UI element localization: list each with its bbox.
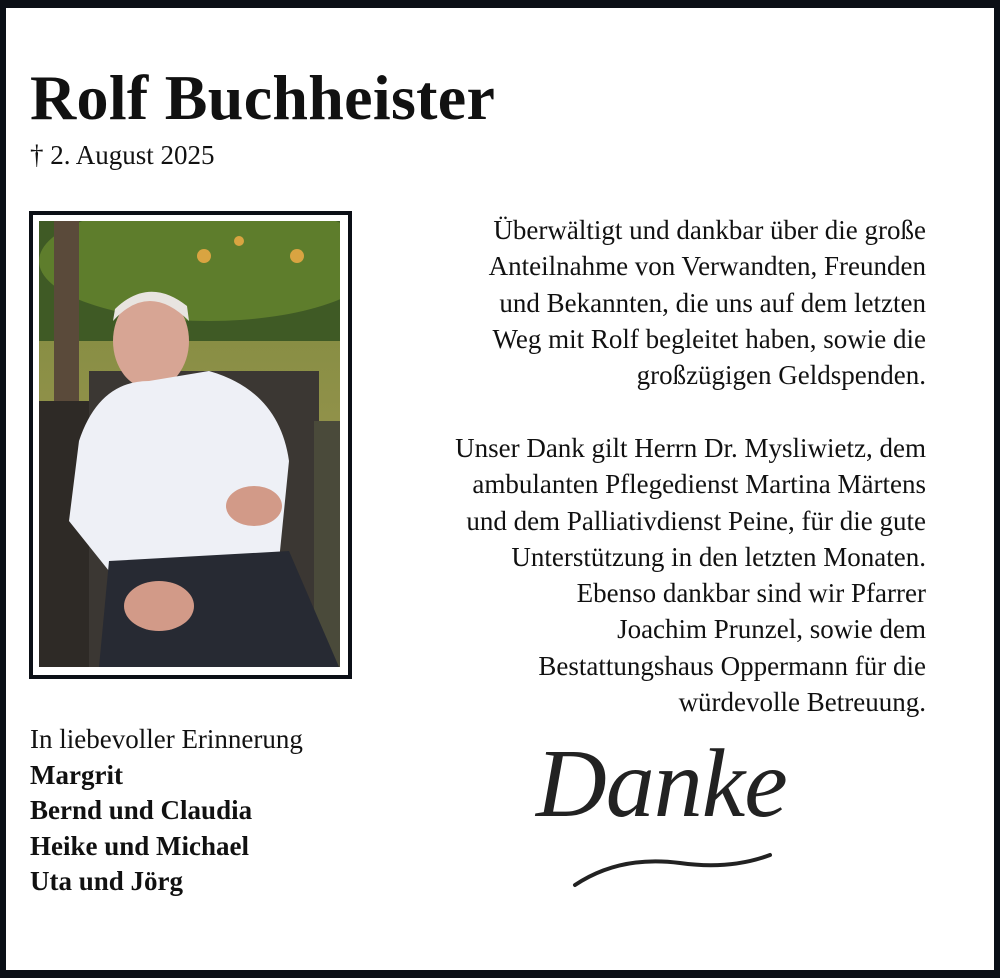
text-line: würdevolle Betreuung. xyxy=(678,687,926,718)
portrait-frame xyxy=(29,211,352,679)
signer-name: Margrit xyxy=(30,759,123,790)
signer-name: Uta und Jörg xyxy=(30,866,184,896)
deceased-name: Rolf Buchheister xyxy=(30,62,496,133)
text-line: Ebenso dankbar sind wir Pfarrer xyxy=(576,578,926,609)
text-line: ambulanten Pflegedienst Martina Märtens xyxy=(472,469,926,500)
dagger-symbol: † xyxy=(30,140,44,170)
text-line: Überwältigt und dankbar über die große xyxy=(493,215,926,245)
text-line: Anteilnahme von Verwandten, Freunden xyxy=(488,251,926,282)
thanks-paragraph-1 xyxy=(489,212,926,393)
signer-name: Bernd und Claudia xyxy=(30,795,253,825)
death-date-line xyxy=(30,140,215,171)
signers-intro: In liebevoller Erinnerung xyxy=(30,724,303,754)
swash-underline xyxy=(530,730,790,895)
signer-name: Heike und Michael xyxy=(30,830,250,861)
text-line: und Bekannten, die uns auf dem letzten xyxy=(499,287,926,318)
text-line: großzügigen Geldspenden. xyxy=(636,360,926,391)
signers xyxy=(30,722,303,900)
text-line: und dem Palliativdienst Peine, für die gute xyxy=(466,505,926,536)
text-line: Unser Dank gilt Herrn Dr. Mysliwietz, dem xyxy=(455,433,926,463)
text-line: Weg mit Rolf begleitet haben, sowie die xyxy=(492,323,926,354)
text-line: Joachim Prunzel, sowie dem xyxy=(617,614,926,645)
thanks-paragraph-2 xyxy=(455,430,926,720)
danke-script-word: Danke xyxy=(536,730,787,838)
portrait-photo xyxy=(39,221,342,669)
death-date: 2. August 2025 xyxy=(50,140,215,170)
danke-script-graphic xyxy=(530,730,790,895)
text-line: Bestattungshaus Oppermann für die xyxy=(538,650,926,681)
text-line: Unterstützung in den letzten Monaten. xyxy=(511,541,926,572)
